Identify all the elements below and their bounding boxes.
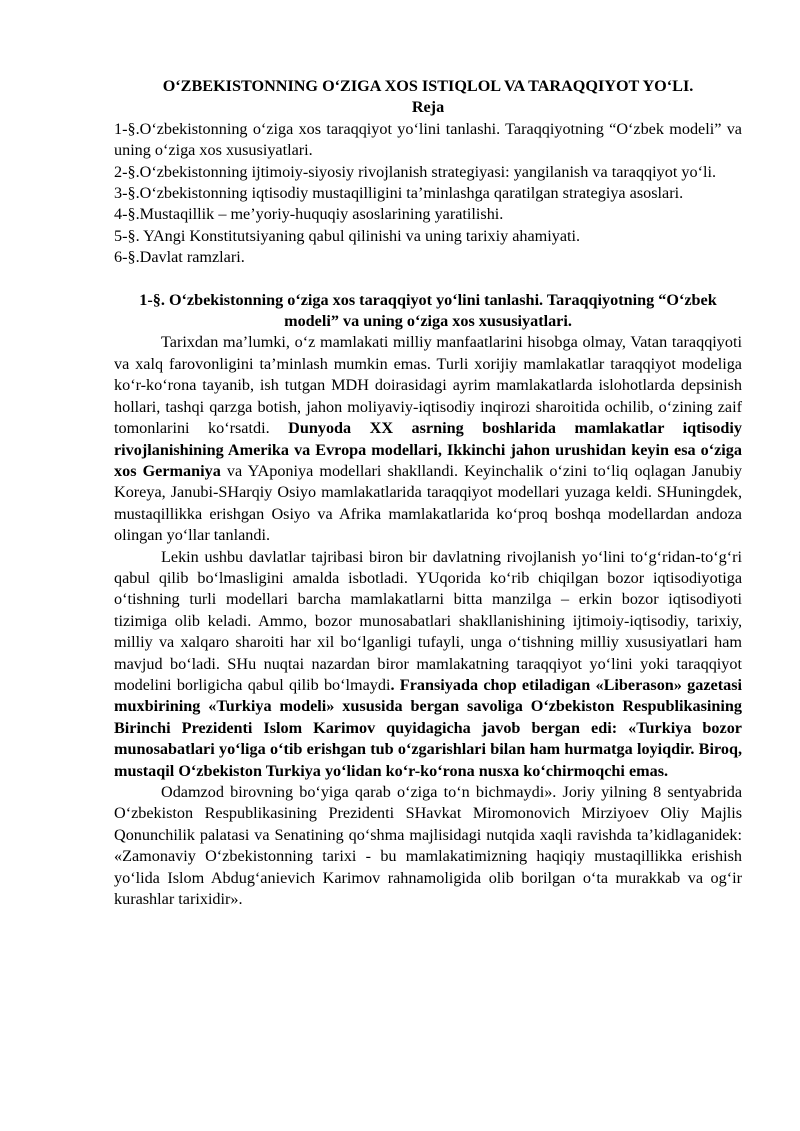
paragraph-3: Odamzod birovning bo‘yiga qarab o‘ziga to‘n bichmaydi». Joriy yilning 8 sentyabrida O‘zbekiston Respublikasining Prezidenti SHavkat Miromonovich Mirziyoev Oliy Majlis Qonunchilik palatasi va Senatining qo‘shma majlisidagi nutqida xaqli ravishda ta’kidlaganidek: «Zamonaviy O‘zbekistonning tarixi - bu mamlakatimizning haqiqiy mustaqillikka erishish yo‘lida Islom Abdug‘anievich Karimov rahnamoligida olib borilgan o‘ta murakkab va og‘ir kurashlar tarixidir». [114, 783, 742, 909]
plan-item: 2-§.O‘zbekistonning ijtimoiy-siyosiy rivojlanish strategiyasi: yangilanish va taraqqiyot yo‘li. [114, 162, 716, 181]
paragraph-1-text: Tarixdan ma’lumki, o‘z mamlakati milliy manfaatlarini hisobga olmay, Vatan taraqqiyoti va xalq farovonligini ta’minlash mumkin emas. Turli xorijiy mamlakatlar taraqqiyot modeliga ko‘r-ko‘rona tayanib, ish tutgan MDH doirasidagi ayrim mamlakatlarda islohotlarda depsinish hollari, tashqi qarzga botish, jahon moliyaviy-iqtisodiy inqirozi sharoitida ochilib, o‘zining zaif tomonlarini ko‘rsatdi. [114, 333, 742, 438]
paragraph-2-bold: . Fransiyada chop etiladigan «Liberason» gazetasi muxbirining «Turkiya modeli» xususida bergan savoliga O‘zbekiston Respublikasining Birinchi Prezidenti Islom Karimov quyidagicha javob bergan edi: «Turkiya bozor munosabatlari yo‘liga o‘tib erishgan tub o‘zgarishlari bilan ham hurmatga loyiqdir. Biroq, mustaqil O‘zbekiston Turkiya yo‘lidan ko‘r-ko‘rona nusxa ko‘chirmoqchi emas. [114, 675, 742, 780]
plan-item: 4-§.Mustaqillik – me’yoriy-huquqiy asoslarining yaratilishi. [114, 205, 504, 224]
document-title: O‘ZBEKISTONNING O‘ZIGA XOS ISTIQLOL VA TARAQQIYOT YO‘LI. [162, 77, 694, 95]
plan-heading: Reja [411, 98, 445, 117]
paragraph-1-bold: Dunyoda XX asrning boshlarida mamlakatlar iqtisodiy rivojlanishining Amerika va Evropa modellari, Ikkinchi jahon urushidan keyin esa o‘ziga xos Germaniya [114, 419, 743, 480]
paragraph-2 [114, 547, 742, 782]
paragraph-2-text: Lekin ushbu davlatlar tajribasi biron bir davlatning rivojlanish yo‘lini to‘g‘ridan-to‘g‘ri qabul qilib bo‘lmasligini amalda isbotladi. YUqorida ko‘rib chiqilgan bozor iqtisodiyotiga o‘tishning turli modellari barcha mamlakatlarni bitta manzilga – erkin bozor iqtisodiyoti tizimiga olib keladi. Ammo, bozor munosabatlari shakllanishining ijtimoiy-iqtisodiy, tarixiy, milliy va xalqaro sharoiti har xil bo‘lganligi tufayli, unga o‘tishning milliy xususiyatlari ham mavjud bo‘ladi. SHu nuqtai nazardan biror mamlakatning taraqqiyot yo‘lini yoki taraqqiyot modelini borligicha qabul qilib bo‘lmaydi [114, 547, 742, 694]
paragraph-1 [114, 332, 742, 546]
plan-item: 1-§.O‘zbekistonning o‘ziga xos taraqqiyot yo‘lini tanlashi. Taraqqiyotning “O‘zbek modeli” va uning o‘ziga xos xususiyatlari. [114, 119, 742, 160]
plan-list [114, 119, 742, 269]
section-heading: 1-§. O‘zbekistonning o‘ziga xos taraqqiyot yo‘lini tanlashi. Taraqqiyotning “O‘zbek modeli” va uning o‘ziga xos xususiyatlari. [139, 290, 717, 331]
plan-item: 5-§. YAngi Konstitutsiyaning qabul qilinishi va uning tarixiy ahamiyati. [114, 226, 581, 245]
plan-item: 3-§.O‘zbekistonning iqtisodiy mustaqilligini ta’minlashga qaratilgan strategiya asoslari. [114, 184, 684, 203]
document-page [114, 76, 742, 910]
paragraph-1-text-end: va YAponiya modellari shakllandi. Keyinchalik o‘zini to‘liq oqlagan Janubiy Koreya, Janubi-SHarqiy Osiyo mamlakatlarida taraqqiyot modellari yuzaga keldi. SHuningdek, mustaqillikka erishgan Osiyo va Afrika mamlakatlarida ko‘proq boshqa modellardan andoza olingan yo‘llar tanlandi. [114, 461, 742, 545]
plan-item: 6-§.Davlat ramzlari. [114, 248, 245, 267]
